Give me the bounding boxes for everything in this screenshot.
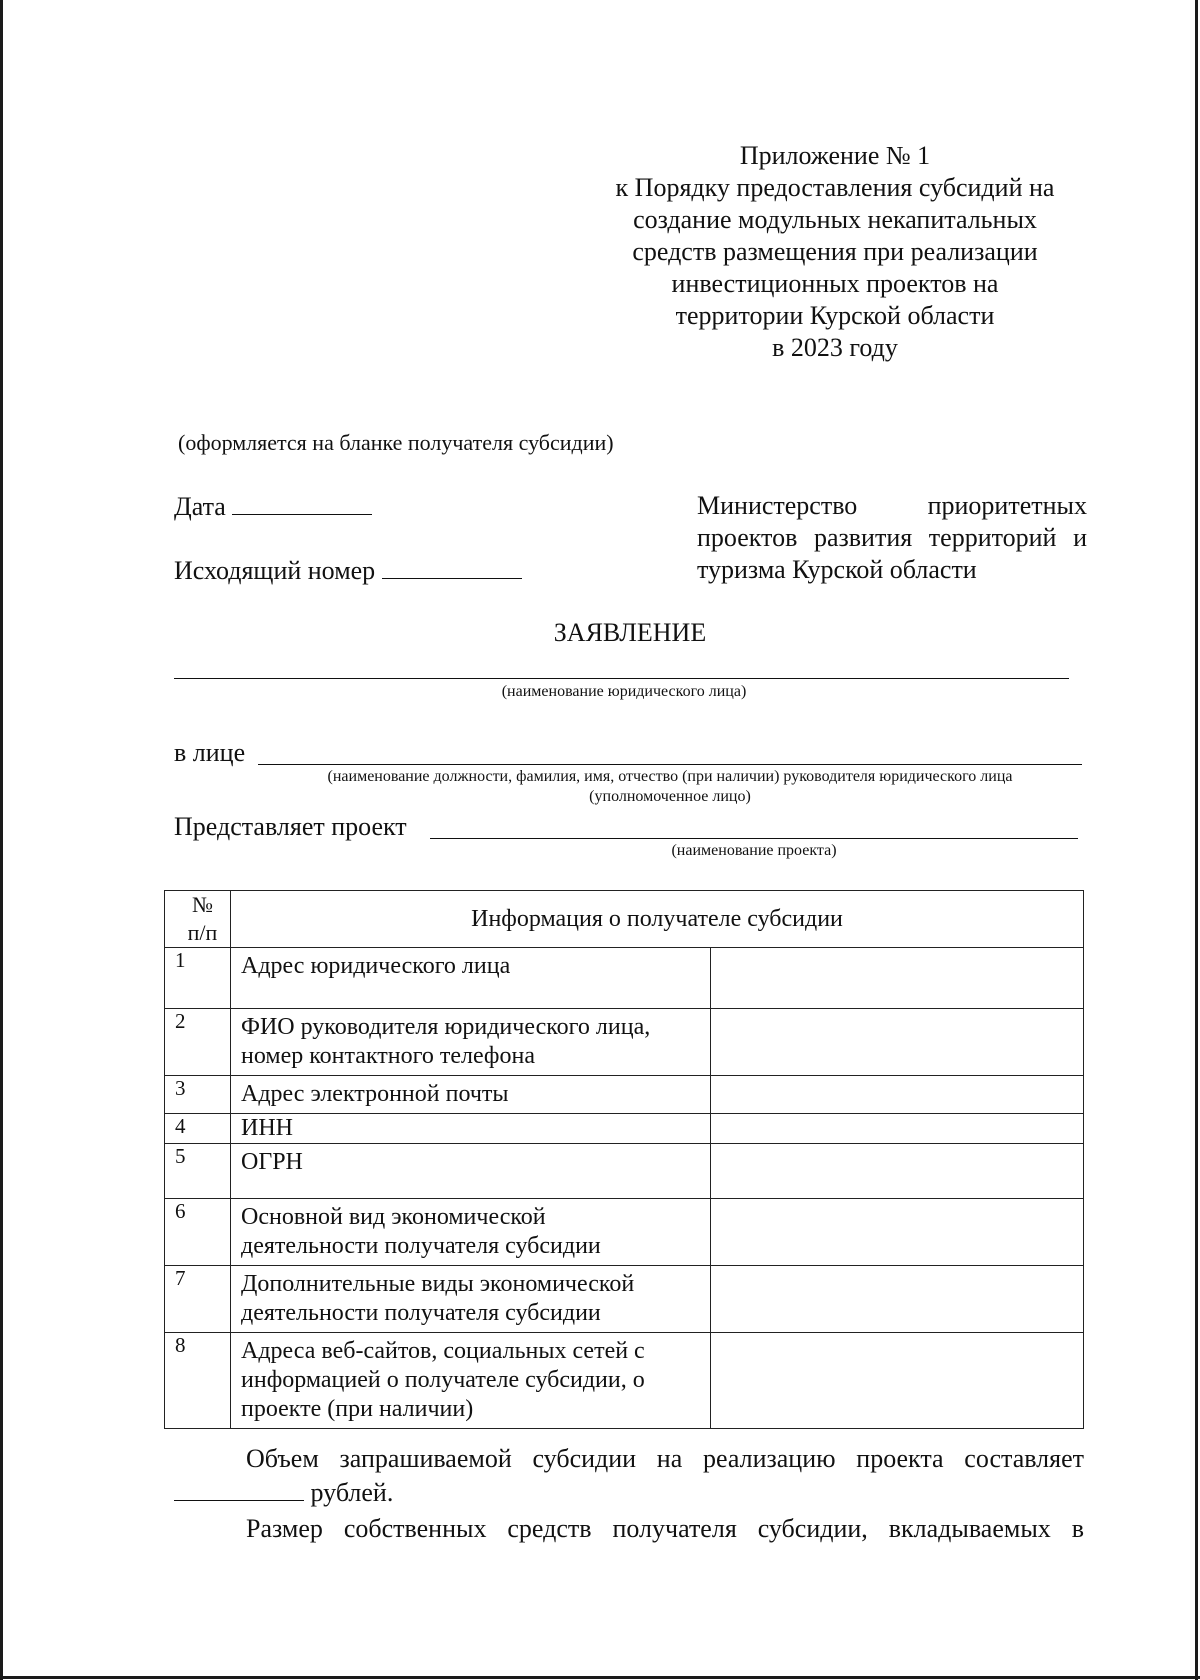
appendix-line: в 2023 году	[772, 333, 898, 362]
row-label	[231, 1199, 711, 1266]
subsidy-amount-line-2	[174, 1476, 393, 1510]
table-row	[165, 1114, 1084, 1144]
date-field	[174, 492, 372, 522]
row-label-line: ОГРН	[241, 1149, 303, 1175]
project-blank[interactable]	[430, 838, 1078, 839]
rubles-label: рублей.	[310, 1478, 394, 1507]
table-row	[165, 1333, 1084, 1429]
legal-entity-blank[interactable]	[174, 678, 1069, 679]
table-row	[165, 1266, 1084, 1333]
row-number: 2	[165, 1009, 231, 1076]
represented-by-blank[interactable]	[258, 764, 1082, 765]
own-funds-text: Размер собственных средств получателя субсидии, вкладываемых в	[246, 1514, 1084, 1543]
appendix-header	[560, 140, 1110, 364]
row-value-cell[interactable]	[711, 1266, 1084, 1333]
represented-by-label: в лице	[174, 738, 246, 767]
addressee-line: туризма Курской области	[697, 555, 977, 584]
row-label-line: Адрес юридического лица	[241, 953, 511, 979]
represented-by-caption: (наименование должности, фамилия, имя, отчество (при наличии) руководителя юридического лица	[327, 768, 1013, 785]
appendix-line: средств размещения при реализации	[632, 237, 1038, 266]
row-label	[231, 1144, 711, 1199]
legal-entity-caption: (наименование юридического лица)	[501, 683, 747, 700]
row-number: 1	[165, 948, 231, 1009]
row-number: 5	[165, 1144, 231, 1199]
appendix-line: к Порядку предоставления субсидий на	[615, 173, 1055, 202]
row-label-line: информацией о получателе субсидии, о	[241, 1367, 645, 1393]
addressee-line: Министерство приоритетных	[697, 491, 1087, 520]
letterhead-note: (оформляется на бланке получателя субсидии)	[178, 430, 614, 455]
project-caption: (наименование проекта)	[671, 842, 837, 859]
row-label	[231, 1114, 711, 1144]
document-title: ЗАЯВЛЕНИЕ	[553, 618, 707, 647]
row-value-cell[interactable]	[711, 1144, 1084, 1199]
row-number: 6	[165, 1199, 231, 1266]
appendix-line: территории Курской области	[675, 301, 995, 330]
subsidy-amount-blank[interactable]	[174, 1476, 304, 1501]
row-label-line: деятельности получателя субсидии	[241, 1233, 601, 1259]
row-number: 4	[165, 1114, 231, 1144]
recipient-info-table	[164, 890, 1084, 1429]
row-label-line: ФИО руководителя юридического лица,	[241, 1014, 651, 1040]
row-label	[231, 1266, 711, 1333]
number-header-line: п/п	[187, 920, 218, 945]
row-value-cell[interactable]	[711, 1009, 1084, 1076]
row-label-line: ИНН	[241, 1115, 293, 1141]
table-row	[165, 1199, 1084, 1266]
row-label	[231, 1076, 711, 1114]
addressee-line: проектов развития территорий и	[697, 523, 1087, 552]
row-number: 3	[165, 1076, 231, 1114]
row-label	[231, 948, 711, 1009]
appendix-line: инвестиционных проектов на	[671, 269, 999, 298]
row-number: 8	[165, 1333, 231, 1429]
outgoing-number-label: Исходящий номер	[174, 556, 376, 585]
own-funds-paragraph	[246, 1512, 1084, 1546]
row-label-line: проекте (при наличии)	[241, 1396, 474, 1422]
row-value-cell[interactable]	[711, 1076, 1084, 1114]
row-label	[231, 1009, 711, 1076]
row-label-line: номер контактного телефона	[241, 1043, 535, 1069]
scan-border-right	[1195, 0, 1198, 1680]
date-blank[interactable]	[232, 492, 372, 515]
appendix-line: Приложение № 1	[739, 141, 931, 170]
table-row	[165, 1144, 1084, 1199]
row-label-line: деятельности получателя субсидии	[241, 1300, 601, 1326]
row-value-cell[interactable]	[711, 1199, 1084, 1266]
project-label: Представляет проект	[174, 812, 407, 841]
number-header-line: №	[192, 892, 213, 917]
appendix-line: создание модульных некапитальных	[633, 205, 1037, 234]
row-label-line: Адреса веб-сайтов, социальных сетей с	[241, 1338, 645, 1364]
outgoing-number-field	[174, 556, 522, 586]
outgoing-number-blank[interactable]	[382, 556, 522, 579]
scan-border-left	[0, 0, 3, 1680]
row-label-line: Дополнительные виды экономической	[241, 1271, 635, 1297]
table-header-row	[165, 891, 1084, 948]
row-label	[231, 1333, 711, 1429]
recipient-info-header: Информация о получателе субсидии	[231, 891, 1084, 948]
table-row	[165, 948, 1084, 1009]
subsidy-amount-paragraph	[246, 1442, 1084, 1476]
table-row	[165, 1009, 1084, 1076]
row-label-line: Основной вид экономической	[241, 1204, 546, 1230]
row-number: 7	[165, 1266, 231, 1333]
row-value-cell[interactable]	[711, 948, 1084, 1009]
scan-border-bottom	[0, 1676, 1200, 1679]
row-value-cell[interactable]	[711, 1114, 1084, 1144]
date-label: Дата	[174, 492, 226, 521]
table-row	[165, 1076, 1084, 1114]
number-header	[165, 891, 231, 948]
addressee-block	[697, 490, 1087, 586]
subsidy-amount-text: Объем запрашиваемой субсидии на реализацию проекта составляет	[246, 1444, 1084, 1473]
row-label-line: Адрес электронной почты	[241, 1081, 509, 1107]
authorized-person-caption: (уполномоченное лицо)	[589, 788, 751, 805]
row-value-cell[interactable]	[711, 1333, 1084, 1429]
